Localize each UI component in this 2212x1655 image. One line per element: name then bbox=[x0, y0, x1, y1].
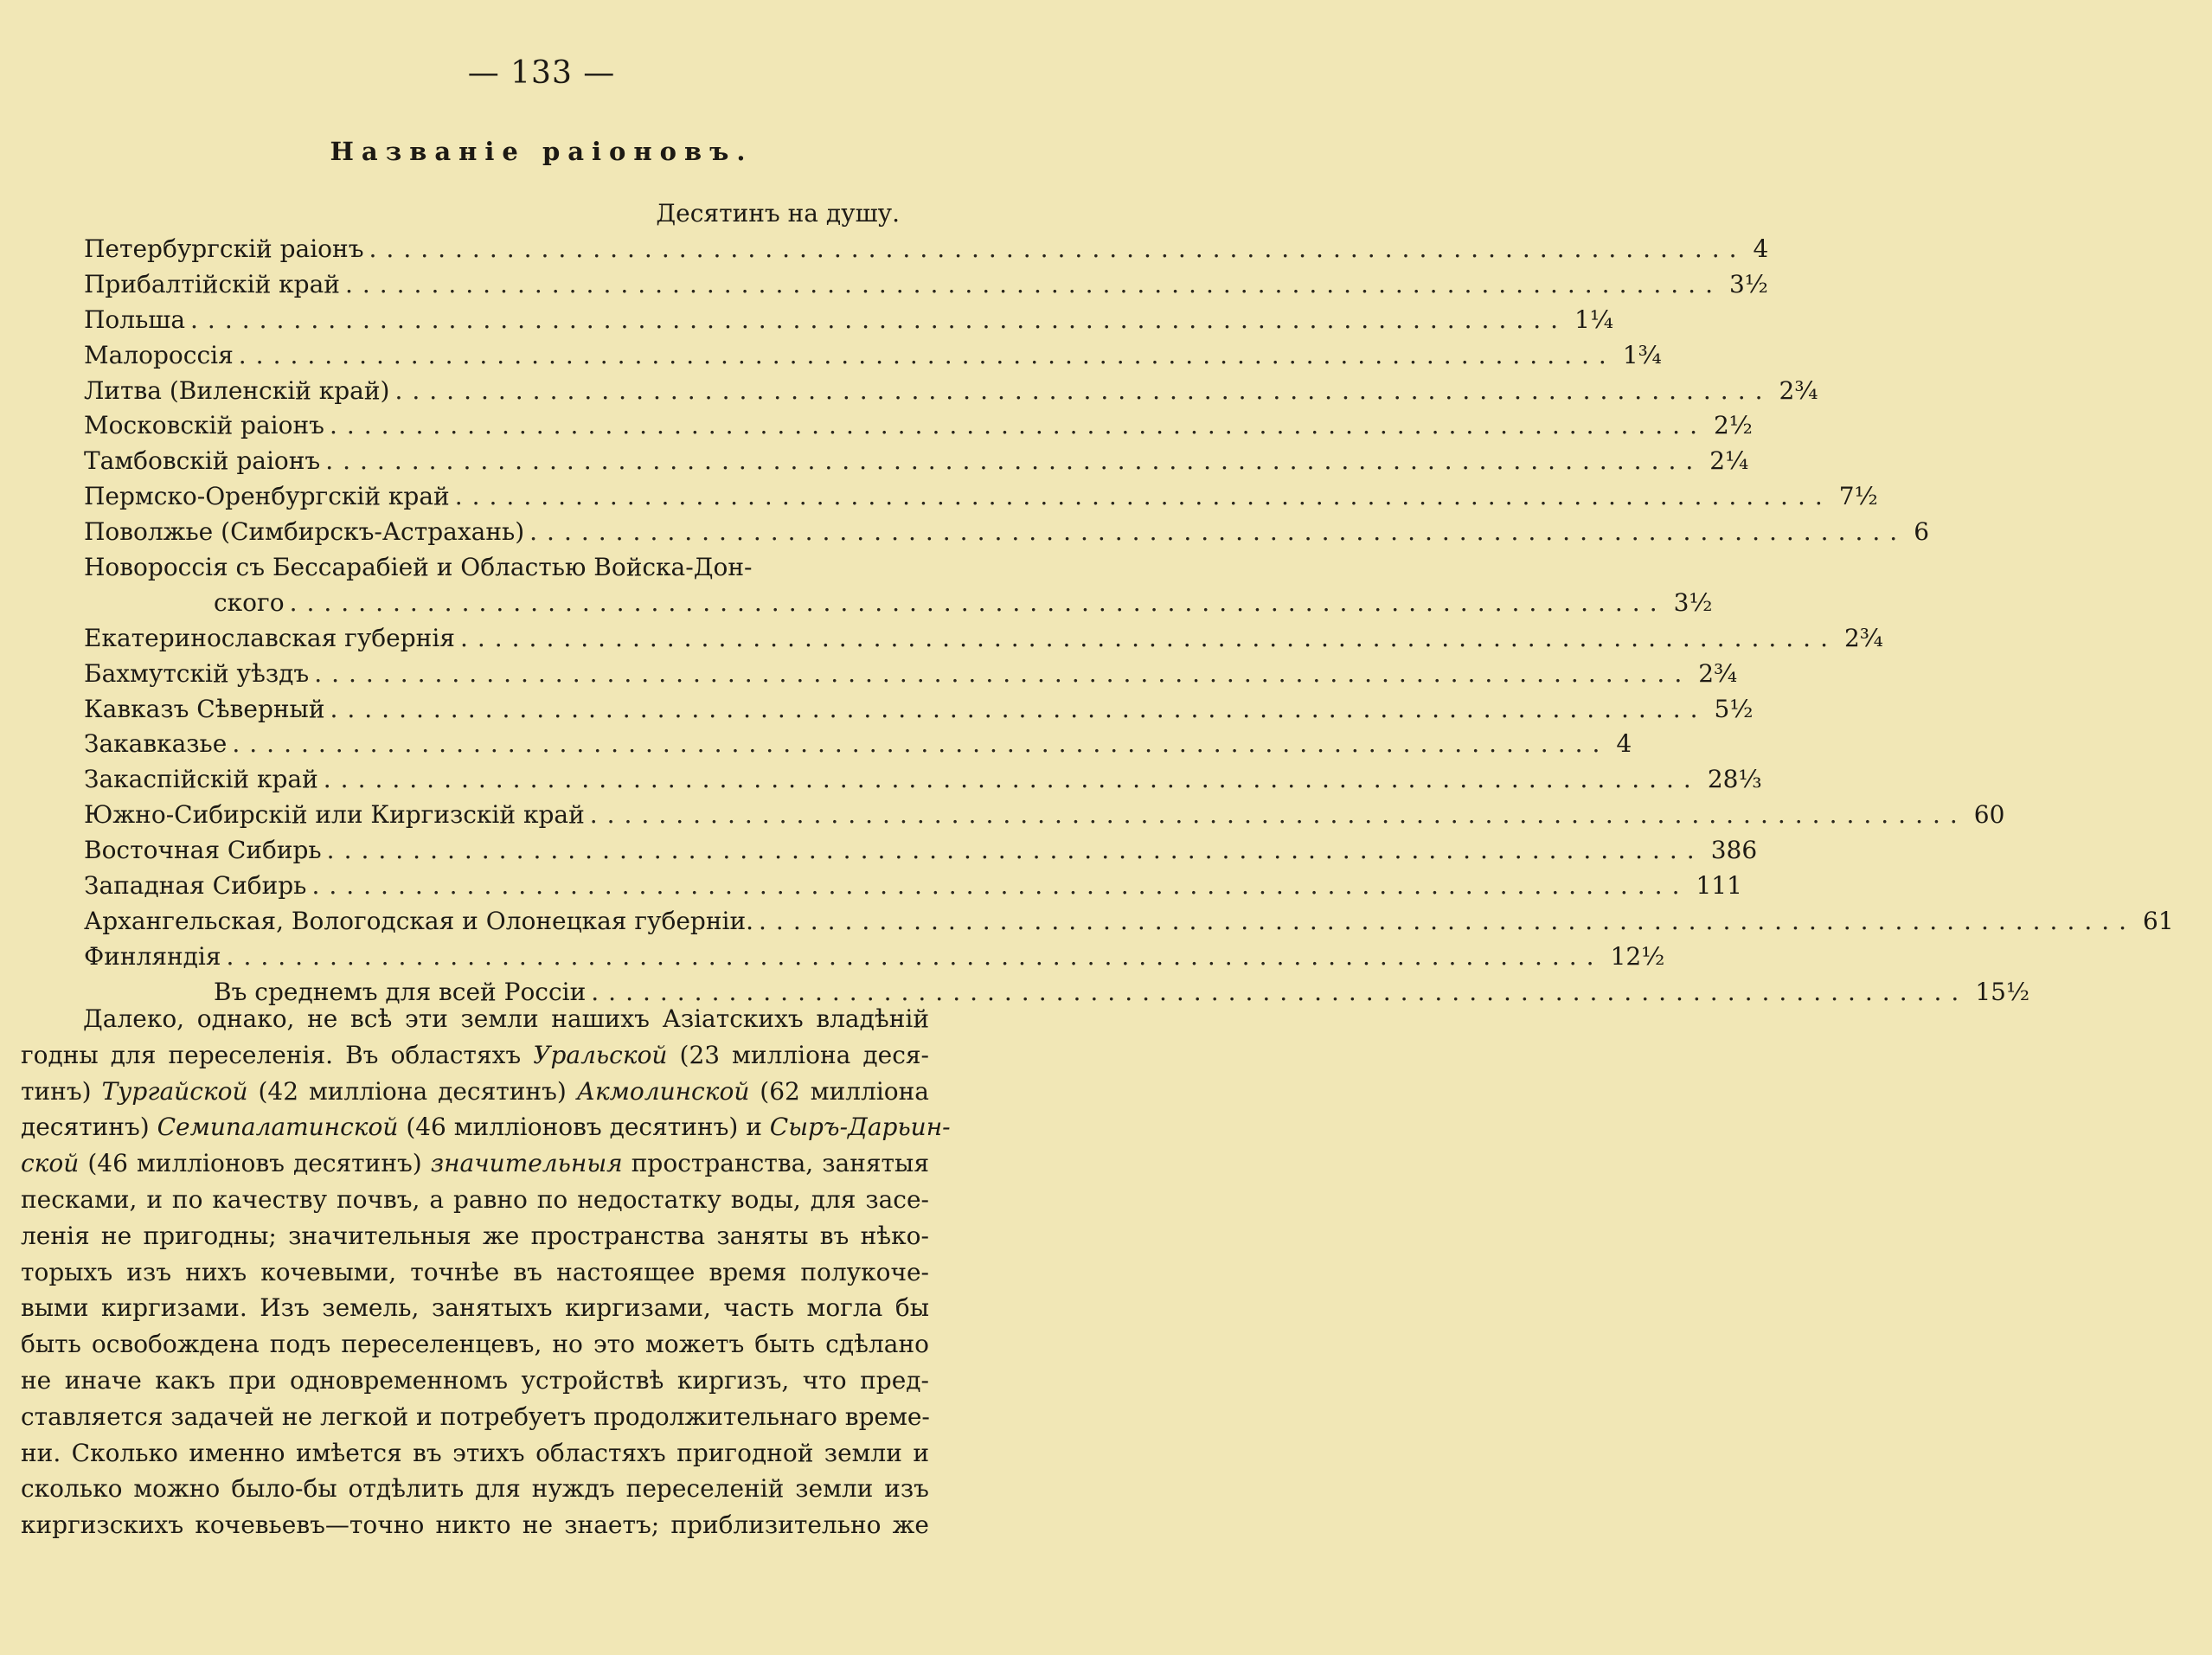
table-row bbox=[84, 833, 1758, 869]
table-row bbox=[84, 338, 1662, 374]
district-name: Кавказъ Сѣверный bbox=[84, 694, 325, 723]
text-line bbox=[21, 1254, 929, 1291]
text-run: выми киргизами. Изъ земель, занятыхъ киргизами, часть могла бы bbox=[21, 1293, 929, 1323]
district-name: Литва (Виленскій край) bbox=[84, 375, 390, 405]
desyatin-value: 15½ bbox=[1975, 977, 2030, 1006]
table-row bbox=[84, 267, 1768, 303]
dot-leader: ................................................................................ bbox=[369, 234, 1747, 263]
table-row bbox=[84, 692, 1754, 728]
desyatin-value: 4 bbox=[1753, 234, 1769, 263]
italic-text: Уральской bbox=[533, 1040, 668, 1069]
text-run: годны для переселенія. Въ областяхъ bbox=[21, 1040, 534, 1069]
text-run: (46 милліоновъ десятинъ) bbox=[79, 1149, 431, 1178]
dot-leader: ................................................................................ bbox=[289, 587, 1667, 617]
text-run: сколько можно было-бы отдѣлить для нуждъ переселеній земли изъ bbox=[21, 1474, 929, 1504]
desyatin-value: 386 bbox=[1710, 836, 1758, 865]
text-line bbox=[21, 1326, 929, 1363]
table-row bbox=[84, 798, 2005, 833]
desyatin-value: 2¾ bbox=[1698, 658, 1738, 688]
table-title: Названіе раіоновъ. bbox=[330, 137, 753, 166]
table-row bbox=[84, 940, 1665, 975]
text-run: киргизскихъ кочевьевъ—точно никто не знаетъ; приблизительно же bbox=[21, 1511, 929, 1540]
table-row bbox=[84, 621, 1883, 657]
dot-leader: ................................................................................ bbox=[314, 658, 1692, 688]
district-name: Закаспійскій край bbox=[84, 765, 318, 794]
table-row bbox=[84, 550, 893, 586]
text-line bbox=[21, 1435, 929, 1472]
text-line bbox=[21, 1471, 929, 1507]
dot-leader: ................................................................................ bbox=[344, 269, 1722, 298]
district-name: Въ среднемъ для всей Россіи bbox=[214, 977, 587, 1006]
text-run: ленія не пригодны; значительныя же пространства заняты въ нѣко- bbox=[21, 1221, 929, 1250]
text-line bbox=[21, 1074, 929, 1110]
desyatin-value: 2½ bbox=[1713, 411, 1753, 440]
text-run: (62 милліона bbox=[749, 1076, 929, 1106]
district-name: Новороссія съ Бессарабіей и Областью Войска-Дон- bbox=[84, 553, 753, 582]
desyatin-value: 12½ bbox=[1610, 941, 1665, 971]
table-row bbox=[84, 408, 1753, 444]
text-line bbox=[21, 1037, 929, 1074]
dot-leader: ................................................................................ bbox=[330, 694, 1708, 723]
desyatin-value: 6 bbox=[1914, 517, 1930, 547]
desyatin-value: 3½ bbox=[1673, 587, 1713, 617]
dot-leader: ................................................................................ bbox=[311, 871, 1689, 901]
text-run: пространства, занятыя bbox=[622, 1149, 929, 1178]
text-line bbox=[21, 1507, 929, 1543]
districts-table bbox=[84, 232, 2174, 1010]
text-run: Далеко, однако, не всѣ эти земли нашихъ Азіатскихъ владѣній bbox=[83, 1004, 929, 1033]
desyatin-value: 7½ bbox=[1838, 482, 1878, 511]
body-paragraph bbox=[21, 1001, 951, 1543]
table-row bbox=[84, 232, 1769, 267]
desyatin-value: 61 bbox=[2143, 906, 2174, 935]
text-run: торыхъ изъ нихъ кочевыми, точнѣе въ настоящее время полукоче- bbox=[21, 1257, 929, 1286]
dot-leader: ................................................................................ bbox=[459, 623, 1837, 652]
text-line bbox=[21, 1399, 929, 1435]
italic-text: Тургайской bbox=[101, 1076, 248, 1106]
page-number: — 133 — bbox=[467, 55, 616, 91]
dot-leader: ................................................................................ bbox=[529, 517, 1907, 547]
desyatin-value: 4 bbox=[1616, 729, 1632, 759]
district-name: Бахмутскій уѣздъ bbox=[84, 658, 310, 688]
table-row bbox=[84, 762, 1762, 798]
table-row bbox=[84, 904, 2174, 940]
text-line bbox=[21, 1001, 929, 1037]
district-name: Финляндія bbox=[84, 941, 221, 971]
text-run: не иначе какъ при одновременномъ устройствѣ киргизъ, что пред- bbox=[21, 1365, 929, 1395]
dot-leader: ................................................................................ bbox=[591, 977, 1969, 1006]
desyatin-value: 2¼ bbox=[1709, 446, 1749, 476]
table-row bbox=[84, 303, 1614, 338]
dot-leader: ................................................................................ bbox=[454, 482, 1832, 511]
district-name: Тамбовскій раіонъ bbox=[84, 446, 321, 476]
district-name: Екатеринославская губернія bbox=[84, 623, 455, 652]
district-name: Восточная Сибирь bbox=[84, 836, 322, 865]
desyatin-value: 5½ bbox=[1714, 694, 1754, 723]
text-run: песками, и по качеству почвъ, а равно по недостатку воды, для засе- bbox=[21, 1184, 929, 1214]
text-run: ни. Сколько именно имѣется въ этихъ областяхъ пригодной земли и bbox=[21, 1438, 929, 1467]
text-line bbox=[21, 1145, 929, 1182]
desyatin-value: 1¼ bbox=[1574, 305, 1614, 334]
italic-text: ской bbox=[21, 1149, 80, 1178]
table-row bbox=[84, 869, 1742, 904]
italic-text: Акмолинской bbox=[576, 1076, 750, 1106]
table-row bbox=[84, 586, 1713, 621]
text-line bbox=[21, 1182, 929, 1218]
desyatin-value: 111 bbox=[1696, 871, 1742, 901]
italic-text: Сыръ-Дарьин- bbox=[769, 1113, 951, 1142]
dot-leader: ................................................................................ bbox=[589, 800, 1967, 830]
italic-text: Семипалатинской bbox=[157, 1113, 399, 1142]
table-row bbox=[84, 479, 1878, 515]
text-line bbox=[21, 1363, 929, 1399]
dot-leader: ................................................................................ bbox=[325, 446, 1703, 476]
district-name: Архангельская, Вологодская и Олонецкая губерніи. bbox=[84, 906, 754, 935]
dot-leader: ................................................................................ bbox=[190, 305, 1568, 334]
text-run: ставляется задачей не легкой и потребуетъ продолжительнаго време- bbox=[21, 1402, 930, 1431]
text-line bbox=[21, 1218, 929, 1254]
desyatin-value: 2¾ bbox=[1843, 623, 1883, 652]
dot-leader: ................................................................................ bbox=[232, 729, 1610, 759]
desyatin-value: 28⅓ bbox=[1707, 765, 1762, 794]
district-name: Пермско-Оренбургскій край bbox=[84, 482, 450, 511]
table-row bbox=[84, 515, 1930, 550]
italic-text: значительныя bbox=[430, 1149, 623, 1178]
dot-leader: ................................................................................ bbox=[394, 375, 1773, 405]
dot-leader: ................................................................................ bbox=[326, 836, 1704, 865]
dot-leader: ................................................................................ bbox=[323, 765, 1701, 794]
desyatin-value: 1¾ bbox=[1622, 340, 1662, 369]
table-row bbox=[84, 727, 1632, 762]
district-name: Московскій раіонъ bbox=[84, 411, 324, 440]
desyatin-value: 2¾ bbox=[1779, 375, 1818, 405]
text-line bbox=[21, 1109, 951, 1145]
desyatin-value: 60 bbox=[1973, 800, 2005, 830]
text-run: быть освобождена подъ переселенцевъ, но это можетъ быть сдѣлано bbox=[21, 1330, 929, 1359]
table-row bbox=[84, 374, 1818, 409]
district-name: Прибалтійскій край bbox=[84, 269, 340, 298]
dot-leader: ................................................................................ bbox=[329, 411, 1707, 440]
district-name: Польша bbox=[84, 305, 186, 334]
dot-leader: ................................................................................ bbox=[226, 941, 1604, 971]
text-run: тинъ) bbox=[21, 1076, 102, 1106]
district-name: Южно-Сибирскій или Киргизскій край bbox=[84, 800, 585, 830]
district-name: Малороссія bbox=[84, 340, 234, 369]
district-name: Западная Сибирь bbox=[84, 871, 307, 901]
dot-leader: ................................................................................ bbox=[238, 340, 1616, 369]
text-line bbox=[21, 1290, 929, 1326]
district-name: Петербургскій раіонъ bbox=[84, 234, 364, 263]
text-run: (46 милліоновъ десятинъ) и bbox=[398, 1113, 770, 1142]
column-header: Десятинъ на душу. bbox=[656, 199, 900, 228]
table-row bbox=[84, 444, 1749, 479]
text-run: (42 милліона десятинъ) bbox=[247, 1076, 577, 1106]
dot-leader: ................................................................................ bbox=[759, 906, 2137, 935]
desyatin-value: 3½ bbox=[1728, 269, 1768, 298]
district-name: Закавказье bbox=[84, 729, 228, 759]
text-run: (23 милліона деся- bbox=[667, 1040, 929, 1069]
district-name: ского bbox=[214, 587, 285, 617]
text-run: десятинъ) bbox=[21, 1113, 157, 1142]
table-row bbox=[84, 657, 1738, 692]
district-name: Поволжье (Симбирскъ-Астрахань) bbox=[84, 517, 525, 547]
